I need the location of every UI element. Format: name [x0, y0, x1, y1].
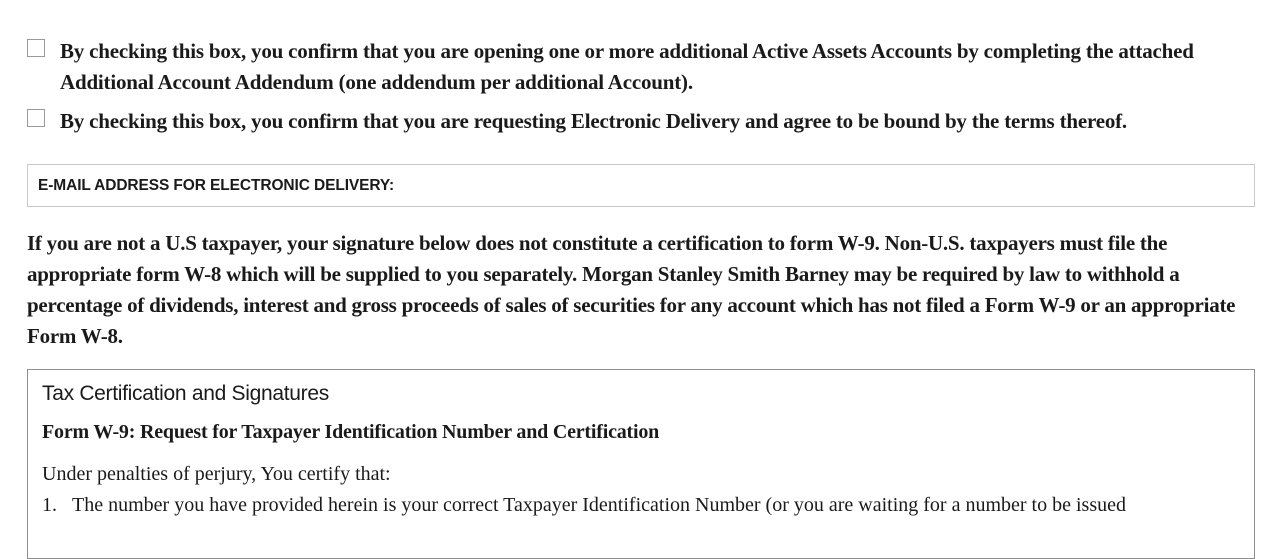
tax-section-heading: Tax Certification and Signatures — [42, 382, 329, 405]
checkbox-row-additional-accounts — [27, 36, 1227, 98]
non-us-taxpayer-notice: If you are not a U.S taxpayer, your signature below does not constitute a certification to form W-9. Non-U.S. taxpayers must file the appropriate form W-8 which will be supplied to you separately. Morgan Stanley Smith Barney may be required by law to withhold a percentage of dividends, interest and gross proceeds of sales of securities for any account which has not filed a Form W-9 or an appropriate Form W-8. — [27, 231, 1236, 348]
certification-intro: Under penalties of perjury, You certify that: — [42, 463, 391, 485]
electronic-delivery-checkbox-label: By checking this box, you confirm that you are requesting Electronic Delivery and agree to be bound by the terms thereof. — [60, 109, 1127, 133]
tax-certification-section — [27, 369, 1255, 559]
certification-item-text: The number you have provided herein is your correct Taxpayer Identification Number (or you are waiting for a number to be issued — [72, 494, 1126, 516]
additional-accounts-checkbox-label: By checking this box, you confirm that you are opening one or more additional Active Assets Accounts by completing the attached Additional Account Addendum (one addendum per additional Account). — [60, 39, 1194, 94]
additional-accounts-checkbox[interactable] — [27, 39, 45, 57]
certification-item-number: 1. — [42, 494, 57, 516]
checkbox-row-electronic-delivery — [27, 106, 1247, 137]
electronic-delivery-checkbox[interactable] — [27, 109, 45, 127]
certification-item — [42, 490, 1240, 521]
email-address-field[interactable] — [27, 164, 1255, 207]
email-address-label: E-MAIL ADDRESS FOR ELECTRONIC DELIVERY: — [38, 176, 395, 194]
w9-subheading: Form W-9: Request for Taxpayer Identification Number and Certification — [42, 421, 660, 443]
